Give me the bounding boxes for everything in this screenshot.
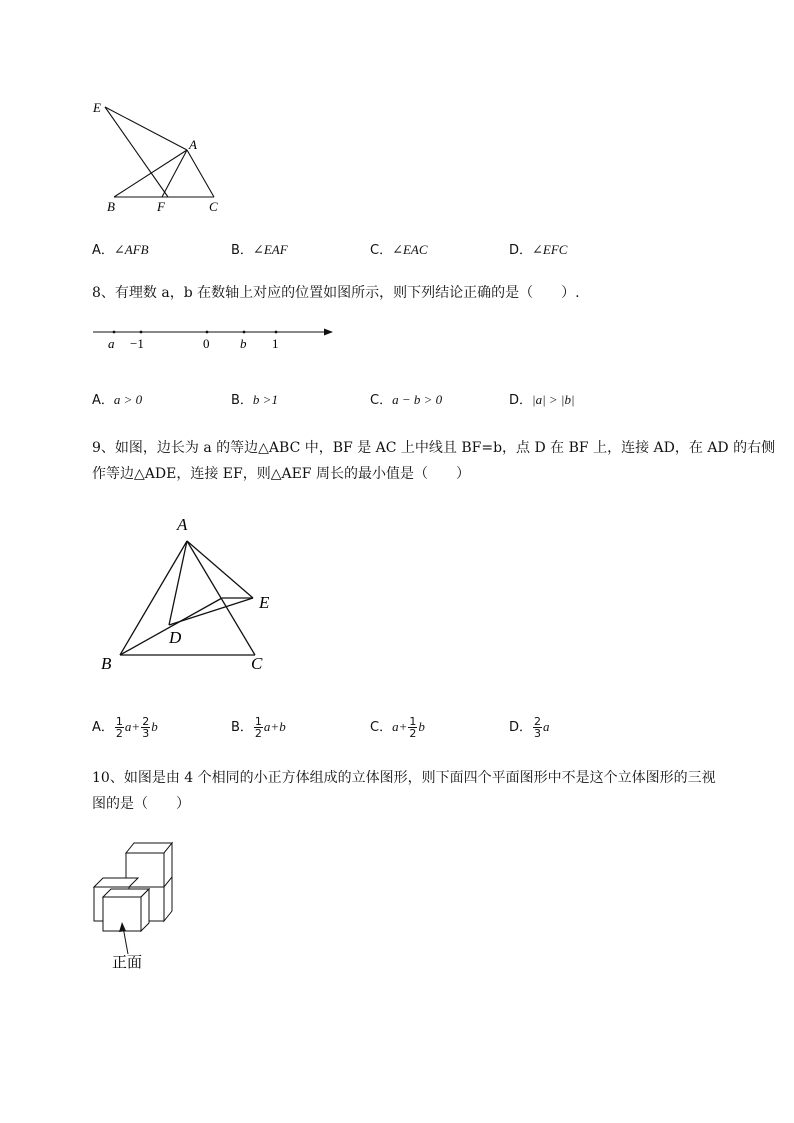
q7-point-e: E bbox=[93, 100, 101, 115]
q8-option-d-key: D． bbox=[509, 393, 533, 408]
q9-option-c-tail: b bbox=[418, 719, 425, 734]
q8-option-b[interactable] bbox=[231, 390, 278, 411]
q8-option-d[interactable] bbox=[509, 390, 575, 411]
q7-triangle-figure bbox=[85, 95, 235, 220]
q9-option-c-pre: a+ bbox=[392, 719, 408, 734]
q9-option-a-fraction-1: $\frac{1}{2}$ bbox=[115, 715, 123, 740]
q9-option-b-tail: a+b bbox=[263, 719, 286, 734]
q8-option-d-text: |a| > |b| bbox=[532, 392, 575, 407]
q8-option-c-text: a − b > 0 bbox=[392, 392, 443, 407]
q9-option-a-mid: a+ bbox=[124, 719, 141, 734]
q7-option-a-key: A． bbox=[92, 243, 114, 258]
q8-option-b-text: b >1 bbox=[252, 392, 278, 407]
q9-option-b[interactable] bbox=[231, 716, 286, 739]
q9-stem-line-1: 9、如图，边长为 a 的等边△ABC 中，BF 是 AC 上中线且 BF=b，点 D 在 BF 上，连接 AD，在 AD 的右侧 bbox=[92, 440, 776, 456]
q7-option-a-text: ∠AFB bbox=[113, 242, 149, 257]
q9-triangle-figure bbox=[95, 510, 285, 680]
q7-option-c-text: ∠EAC bbox=[392, 242, 428, 257]
q9-option-d-tail: a bbox=[543, 719, 550, 734]
q9-option-d[interactable] bbox=[509, 716, 550, 739]
q8-number-line bbox=[90, 322, 340, 354]
q9-option-a[interactable] bbox=[92, 716, 158, 739]
q9-option-a-key: A． bbox=[92, 720, 114, 735]
q9-point-e: E bbox=[259, 593, 270, 612]
q9-stem-line-2: 作等边△ADE，连接 EF，则△AEF 周长的最小值是（ ） bbox=[92, 466, 470, 482]
q8-option-b-key: B． bbox=[231, 393, 253, 408]
q9-option-b-key: B． bbox=[231, 720, 253, 735]
q8-label-zero: 0 bbox=[203, 336, 210, 351]
q7-point-b: B bbox=[107, 199, 115, 214]
q8-option-c-key: C． bbox=[370, 393, 393, 408]
q9-option-c[interactable] bbox=[370, 716, 425, 739]
q9-option-c-key: C． bbox=[370, 720, 393, 735]
q8-label-a: a bbox=[108, 336, 115, 351]
q7-point-f: F bbox=[157, 199, 165, 214]
q7-option-c-key: C． bbox=[370, 243, 393, 258]
q10-stem-line-1: 10、如图是由 4 个相同的小正方体组成的立体图形，则下面四个平面图形中不是这个立体图形的三视 bbox=[92, 770, 716, 786]
q10-front-label: 正面 bbox=[112, 955, 143, 971]
q8-label-minus-one: −1 bbox=[130, 336, 144, 351]
q8-label-b: b bbox=[240, 336, 247, 351]
q9-point-c: C bbox=[251, 654, 263, 673]
q8-option-a[interactable] bbox=[92, 390, 142, 411]
q10-stem-line-2: 图的是（ ） bbox=[92, 796, 190, 812]
q7-option-d-text: ∠EFC bbox=[532, 242, 568, 257]
q7-point-a: A bbox=[189, 137, 197, 152]
q9-option-a-fraction-2: $\frac{2}{3}$ bbox=[142, 715, 150, 740]
q9-option-a-tail: b bbox=[151, 719, 158, 734]
q7-option-d[interactable] bbox=[509, 240, 567, 261]
q9-option-c-fraction: $\frac{1}{2}$ bbox=[409, 715, 417, 740]
q7-point-c: C bbox=[209, 199, 218, 214]
q7-option-d-key: D． bbox=[509, 243, 533, 258]
q9-option-d-key: D． bbox=[509, 720, 533, 735]
q9-point-a: A bbox=[177, 515, 188, 534]
q9-point-d: D bbox=[169, 628, 182, 647]
q7-option-b-key: B． bbox=[231, 243, 253, 258]
q8-option-a-text: a > 0 bbox=[113, 392, 143, 407]
q9-option-d-fraction: $\frac{2}{3}$ bbox=[534, 715, 542, 740]
q7-option-b-text: ∠EAF bbox=[252, 242, 288, 257]
q8-option-c[interactable] bbox=[370, 390, 442, 411]
q9-option-b-fraction: $\frac{1}{2}$ bbox=[254, 715, 262, 740]
q7-option-b[interactable] bbox=[231, 240, 288, 261]
q8-stem: 8、有理数 a，b 在数轴上对应的位置如图所示，则下列结论正确的是（ ）. bbox=[92, 285, 580, 301]
q7-option-a[interactable] bbox=[92, 240, 149, 261]
q8-label-one: 1 bbox=[272, 336, 279, 351]
q10-cube-figure bbox=[88, 835, 188, 980]
q8-option-a-key: A． bbox=[92, 393, 114, 408]
q9-point-b: B bbox=[101, 654, 112, 673]
q7-option-c[interactable] bbox=[370, 240, 428, 261]
